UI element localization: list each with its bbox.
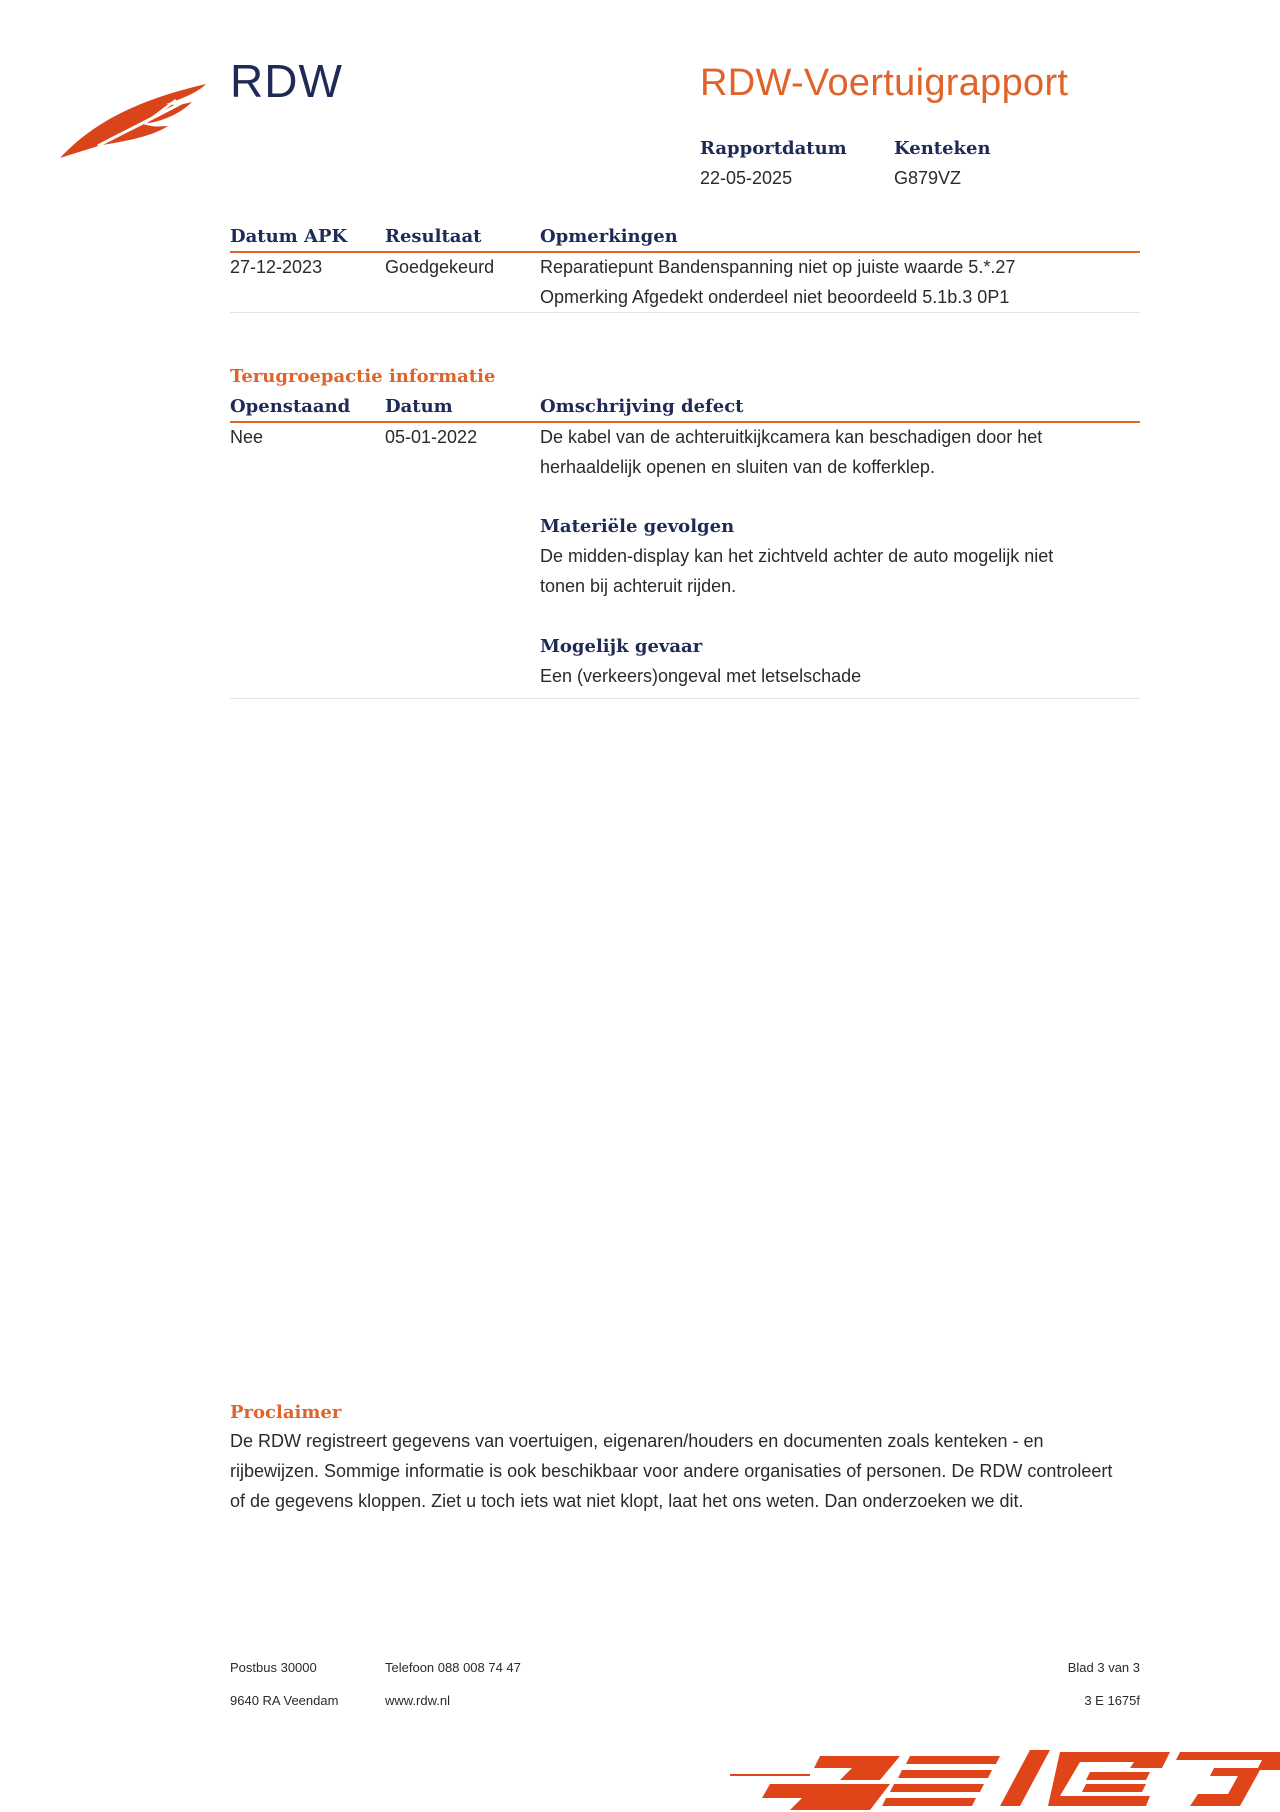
recall-defect-header: Omschrijving defect bbox=[540, 396, 744, 417]
footer-website: www.rdw.nl bbox=[385, 1693, 451, 1708]
apk-remark-1: Reparatiepunt Bandenspanning niet op juiste waarde 5.*.27 bbox=[540, 257, 1016, 277]
consequences-title: Materiële gevolgen bbox=[540, 516, 735, 537]
recall-section-title: Terugroepactie informatie bbox=[230, 366, 496, 387]
recall-defect-line-2: herhaaldelijk openen en sluiten van de kofferklep. bbox=[540, 457, 935, 477]
recall-date-cell: 05-01-2022 bbox=[385, 427, 478, 447]
apk-result-header: Resultaat bbox=[385, 226, 482, 247]
report-title: RDW-Voertuigrapport bbox=[700, 62, 1069, 104]
footer-page-number: Blad 3 van 3 bbox=[1067, 1660, 1140, 1675]
recall-row-rule bbox=[230, 698, 1140, 699]
proclaimer-title: Proclaimer bbox=[230, 1402, 342, 1423]
recall-open-header: Openstaand bbox=[230, 396, 351, 417]
apk-result-cell: Goedgekeurd bbox=[385, 257, 495, 277]
danger-line-1: Een (verkeers)ongeval met letselschade bbox=[540, 666, 862, 686]
proclaimer-text: De RDW registreert gegevens van voertuigen, eigenaren/houders en documenten zoals kenteken - en rijbewijzen. Sommige informatie is ook beschikbaar voor andere organisaties of personen. De RDW controleert of de gegevens kloppen. Ziet u toch iets wat niet klopt, laat het ons weten. Dan onderzoeken we dit. bbox=[230, 1431, 1113, 1511]
recall-date-header: Datum bbox=[385, 396, 453, 417]
recall-open-cell: Nee bbox=[230, 427, 264, 447]
license-plate-value: G879VZ bbox=[894, 168, 962, 188]
apk-date-cell: 27-12-2023 bbox=[230, 257, 323, 277]
apk-date-header: Datum APK bbox=[230, 226, 348, 247]
apk-row-rule bbox=[230, 312, 1140, 313]
consequences-line-1: De midden-display kan het zichtveld achter de auto mogelijk niet bbox=[540, 546, 1054, 566]
logo-wordmark: RDW bbox=[230, 55, 343, 107]
apk-remark-2: Opmerking Afgedekt onderdeel niet beoordeeld 5.1b.3 0P1 bbox=[540, 287, 1010, 307]
rdw-logo-icon bbox=[58, 80, 208, 160]
footer-postbus: Postbus 30000 bbox=[230, 1660, 317, 1675]
report-date-value: 22-05-2025 bbox=[700, 168, 793, 188]
report-date-label: Rapportdatum bbox=[700, 138, 847, 159]
footer-phone: Telefoon 088 008 74 47 bbox=[385, 1660, 521, 1675]
danger-title: Mogelijk gevaar bbox=[540, 636, 703, 657]
recall-defect-line-1: De kabel van de achteruitkijkcamera kan beschadigen door het bbox=[540, 427, 1043, 447]
consequences-line-2: tonen bij achteruit rijden. bbox=[540, 576, 737, 596]
footer-city: 9640 RA Veendam bbox=[230, 1693, 339, 1708]
footer-doc-code: 3 E 1675f bbox=[1084, 1693, 1140, 1708]
brand-stripes-decoration bbox=[730, 1740, 1280, 1812]
apk-remarks-header: Opmerkingen bbox=[540, 226, 678, 247]
license-plate-label: Kenteken bbox=[894, 138, 991, 159]
